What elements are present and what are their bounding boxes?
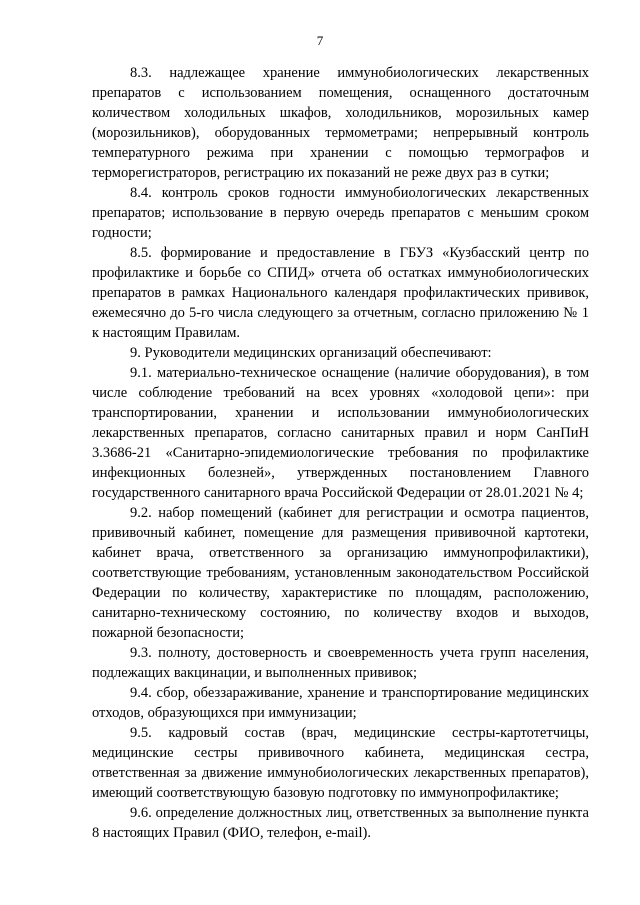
paragraph-8-3: 8.3. надлежащее хранение иммунобиологических лекарственных препаратов с использованием помещения, оснащенного достаточным количеством холодильных шкафов, холодильников, морозильных камер (морозильников), оборудованных термометрами; непрерывный контроль температурного режима при хранении с помощью термографов и терморегистраторов, регистрацию их показаний не реже двух раз в сутки;: [92, 65, 589, 181]
paragraph-9-3: 9.3. полноту, достоверность и своевременность учета групп населения, подлежащих вакцинации, и выполненных прививок;: [92, 645, 589, 681]
page-number: 7: [316, 33, 324, 48]
document-body: [92, 63, 589, 843]
paragraph-9-6: 9.6. определение должностных лиц, ответственных за выполнение пункта 8 настоящих Правил (ФИО, телефон, e-mail).: [92, 805, 589, 841]
paragraph-9-1: 9.1. материально-техническое оснащение (наличие оборудования), в том числе соблюдение требований на всех уровнях «холодовой цепи»: при транспортировании, хранении и использовании иммунобиологических лекарственных препаратов, согласно санитарных правил и норм СанПиН 3.3686-21 «Санитарно-эпидемиологические требования по профилактике инфекционных болезней», утвержденных постановлением Главного государственного санитарного врача Российской Федерации от 28.01.2021 № 4;: [92, 365, 589, 501]
paragraph-8-4: 8.4. контроль сроков годности иммунобиологических лекарственных препаратов; использование в первую очередь препаратов с меньшим сроком годности;: [92, 185, 589, 241]
paragraph-9-4: 9.4. сбор, обеззараживание, хранение и транспортирование медицинских отходов, образующихся при иммунизации;: [92, 685, 589, 721]
paragraph-9-5: 9.5. кадровый состав (врач, медицинские сестры-картотетчицы, медицинские сестры прививочного кабинета, медицинская сестра, ответственная за движение иммунобиологических лекарственных препаратов), имеющий соответствующую базовую подготовку по иммунопрофилактике;: [92, 725, 589, 801]
paragraph-9: 9. Руководители медицинских организаций обеспечивают:: [130, 345, 492, 361]
paragraph-9-2: 9.2. набор помещений (кабинет для регистрации и осмотра пациентов, прививочный кабинет, помещение для размещения прививочной картотеки, кабинет врача, ответственного за организацию иммунопрофилактики), соответствующие требованиям, установленным законодательством Российской Федерации по количеству, характеристике по площадям, расположению, санитарно-техническому состоянию, по количеству входов и выходов, пожарной безопасности;: [92, 505, 589, 641]
paragraph-8-5: 8.5. формирование и предоставление в ГБУЗ «Кузбасский центр по профилактике и борьбе со СПИД» отчета об остатках иммунобиологических препаратов в рамках Национального календаря профилактических прививок, ежемесячно до 5-го числа следующего за отчетным, согласно приложению № 1 к настоящим Правилам.: [92, 245, 589, 341]
